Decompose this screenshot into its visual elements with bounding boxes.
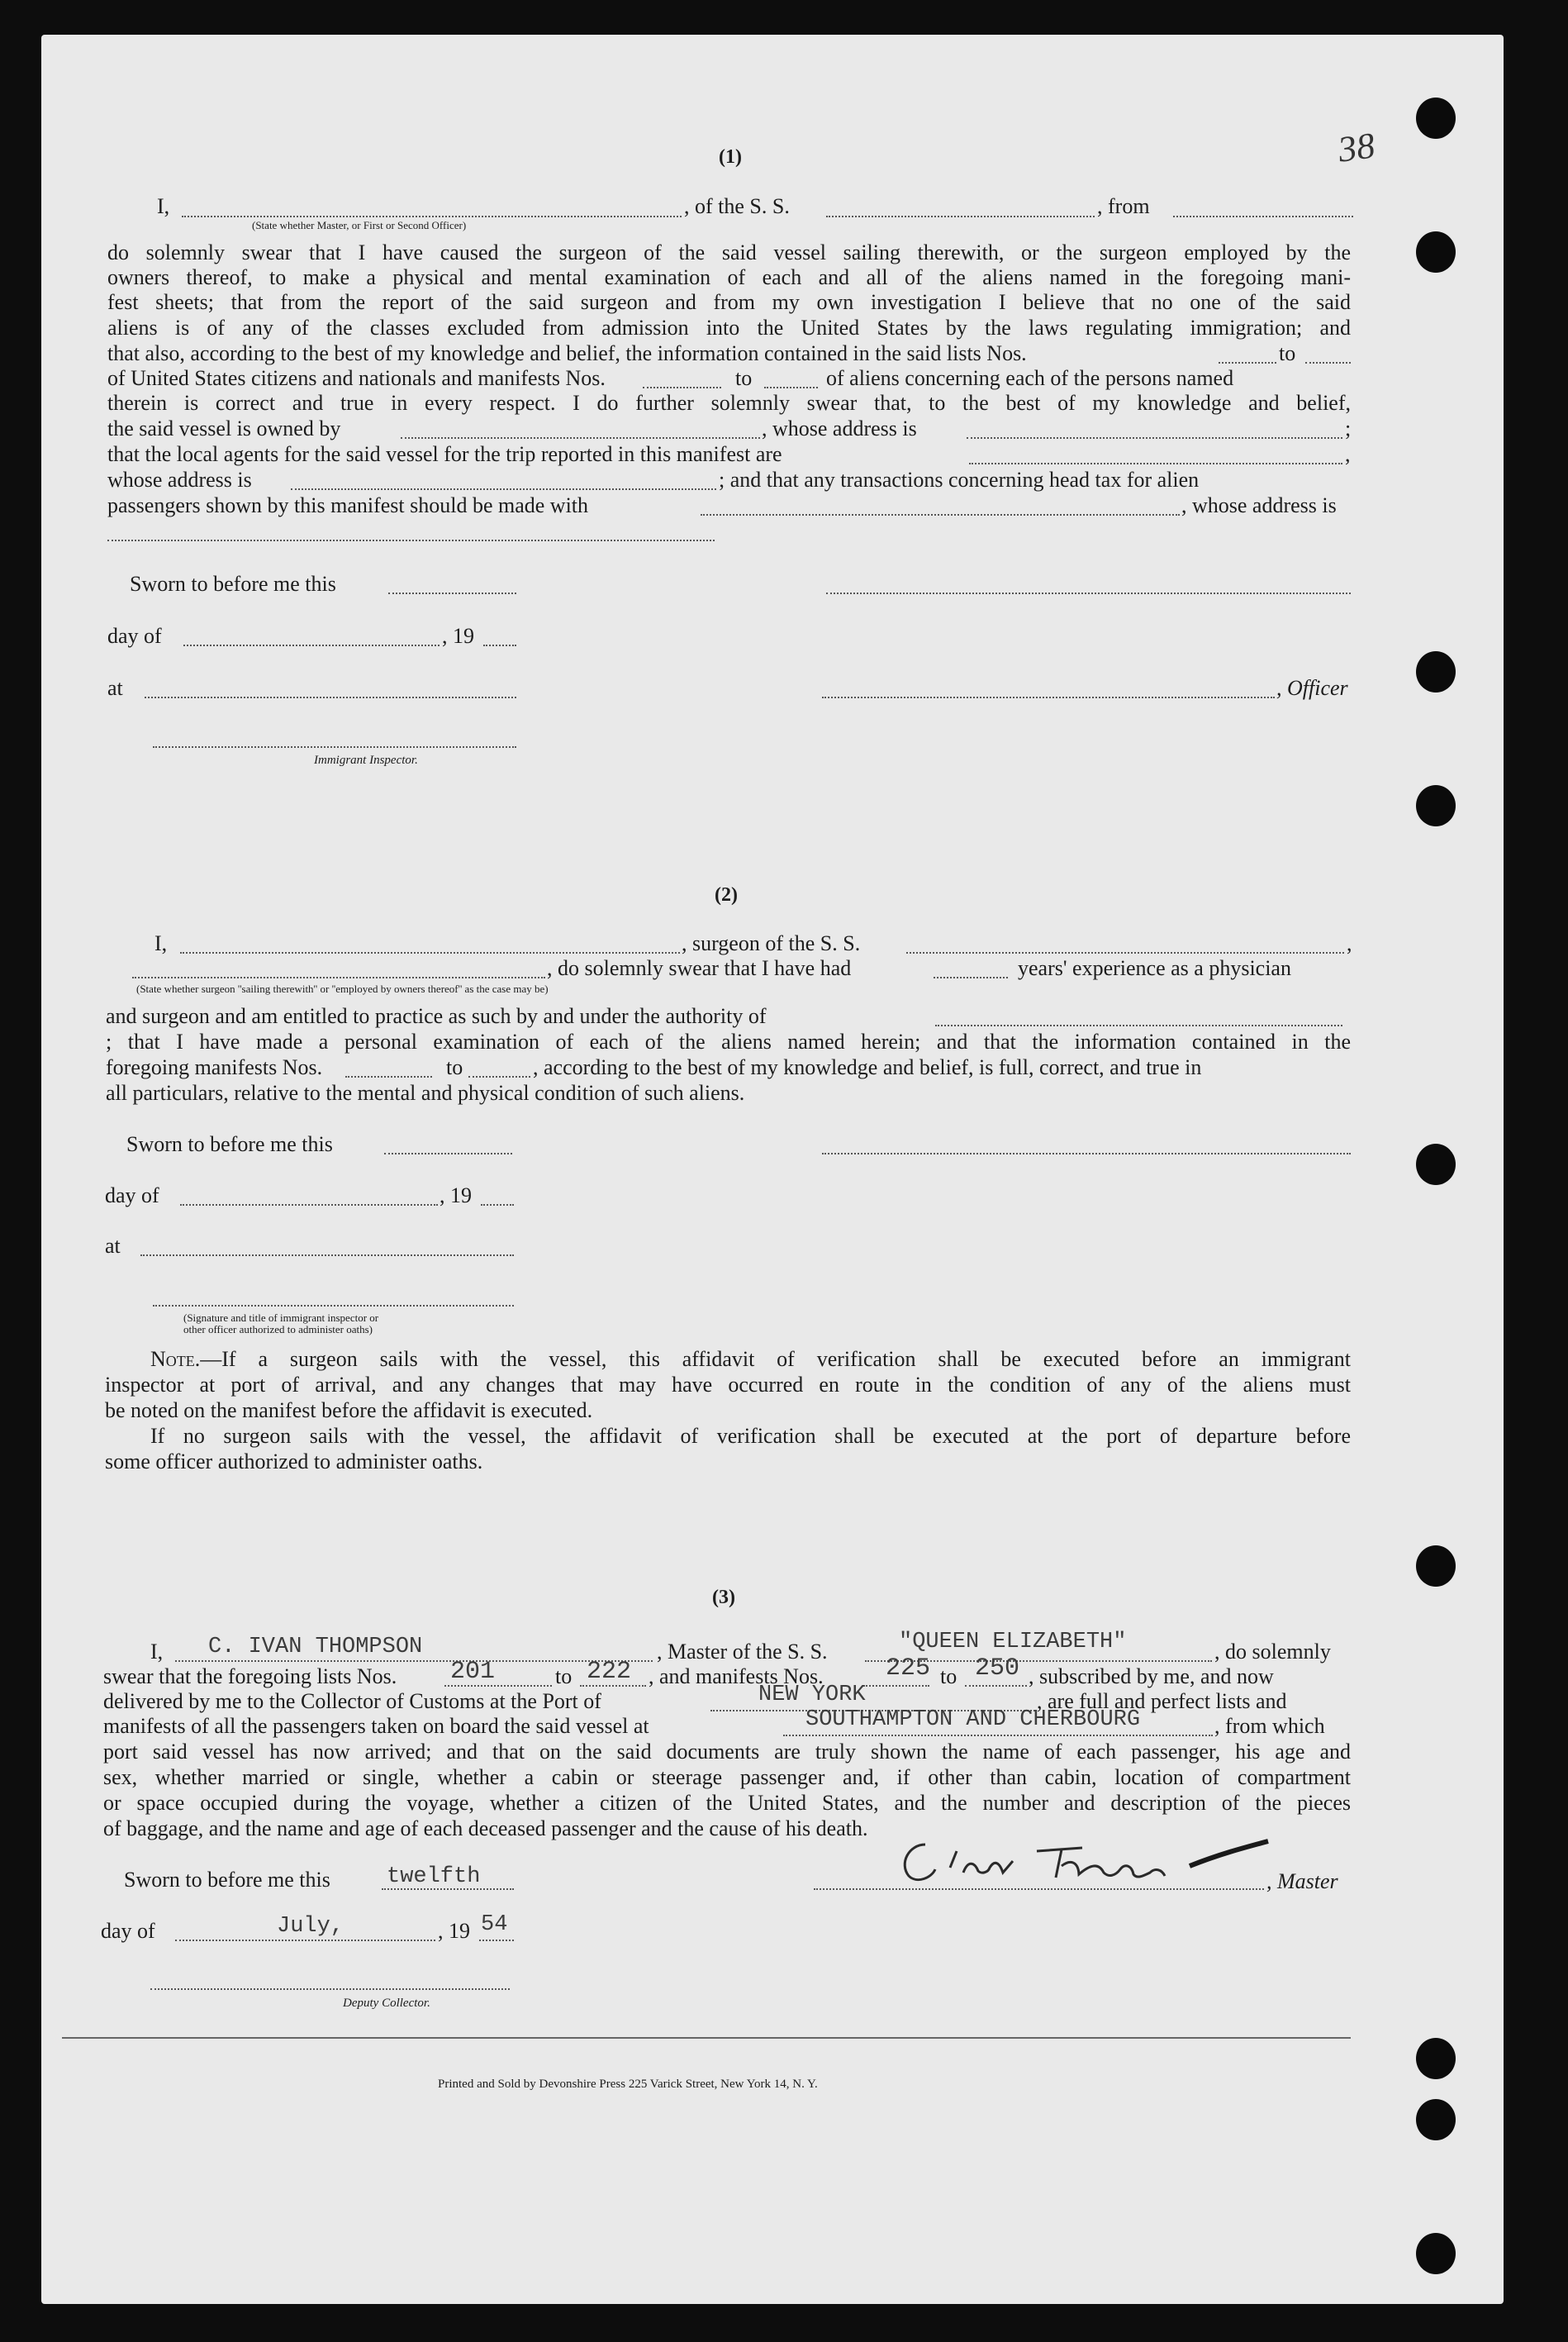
s3-man-from: 225 bbox=[886, 1654, 931, 1683]
s2-years-field bbox=[934, 976, 1008, 978]
s3-full-lists-label: , are full and perfect lists and bbox=[1037, 1689, 1287, 1713]
s3-man-to: 250 bbox=[975, 1654, 1020, 1683]
s3-body-line: port said vessel has now arrived; and that on the said documents are truly shown the name of each passenger, his age and bbox=[103, 1740, 1351, 1764]
master-signature bbox=[892, 1826, 1272, 1892]
punch-hole bbox=[1416, 231, 1456, 273]
s1-inspector-label: Immigrant Inspector. bbox=[314, 754, 418, 767]
s1-owner-field bbox=[401, 436, 760, 439]
s1-sworn-label: Sworn to before me this bbox=[130, 572, 336, 596]
s1-whose-address-end: , whose address is bbox=[1181, 493, 1337, 517]
s1-list-to-field bbox=[1305, 361, 1351, 364]
s2-to-word: to bbox=[446, 1055, 463, 1079]
punch-hole bbox=[1416, 651, 1456, 693]
s2-inspector-signature-field bbox=[153, 1304, 514, 1307]
s2-surgeon-name-field bbox=[180, 951, 680, 954]
s1-day-field bbox=[183, 644, 440, 646]
s3-port: NEW YORK bbox=[758, 1683, 866, 1707]
s3-month: July, bbox=[277, 1914, 344, 1939]
s3-year-label: , 19 bbox=[438, 1919, 470, 1943]
s3-master-name: C. IVAN THOMPSON bbox=[208, 1635, 423, 1659]
s3-subscribed-label: , subscribed by me, and now bbox=[1029, 1664, 1274, 1688]
s3-body-line: or space occupied during the voyage, whether a citizen of the United States, and the number and description of the pieces bbox=[103, 1791, 1351, 1815]
s1-sworn-date-field bbox=[388, 592, 516, 594]
s2-signature-note: (Signature and title of immigrant inspector or bbox=[183, 1311, 379, 1324]
s1-owner-address-field bbox=[967, 436, 1342, 439]
s1-body-line: therein is correct and true in every respect. I do further solemnly swear that, to the best of my knowledge and belief, bbox=[107, 391, 1351, 415]
s1-at-field bbox=[145, 696, 516, 698]
s1-officer-title-field bbox=[822, 696, 1275, 698]
s1-officer-signature-field bbox=[826, 592, 1351, 594]
s2-note-line: If no surgeon sails with the vessel, the affidavit of verification shall be executed at the port of departure before bbox=[150, 1424, 1351, 1448]
s1-headtax-address-field bbox=[107, 539, 715, 541]
s3-list-from: 201 bbox=[450, 1658, 496, 1686]
page-annotation: 38 bbox=[1335, 125, 1378, 170]
s2-at-field bbox=[140, 1254, 514, 1256]
s3-master-name-field bbox=[175, 1659, 653, 1662]
s1-semicolon: ; bbox=[1345, 417, 1352, 440]
s3-man-to-field bbox=[965, 1684, 1027, 1687]
s2-sworn-label: Sworn to before me this bbox=[126, 1132, 333, 1156]
s1-officer-note: (State whether Master, or First or Second Officer) bbox=[252, 219, 467, 231]
s2-capacity-field bbox=[132, 976, 545, 978]
s1-comma: , bbox=[1345, 442, 1351, 466]
s3-month-field bbox=[175, 1939, 435, 1941]
s3-to-word: to bbox=[555, 1664, 573, 1688]
s1-manifest-to-field bbox=[764, 386, 818, 388]
s3-from-which-label: , from which bbox=[1214, 1714, 1325, 1738]
s2-sworn-date-field bbox=[384, 1152, 512, 1154]
s1-body-line: passengers shown by this manifest should be made with bbox=[107, 493, 589, 517]
s3-delivered-label: delivered by me to the Collector of Customs at the Port of bbox=[103, 1689, 601, 1713]
s3-year: 54 bbox=[481, 1912, 508, 1937]
section-3-number: (3) bbox=[712, 1587, 735, 1608]
s1-inspector-signature-field bbox=[153, 745, 516, 748]
s2-day-field bbox=[180, 1203, 438, 1206]
s1-whose-address: , whose address is bbox=[762, 417, 917, 440]
s2-surgeon-signature-field bbox=[822, 1152, 1351, 1154]
s3-master-label: , Master bbox=[1266, 1869, 1338, 1893]
s1-from-label: , from bbox=[1097, 194, 1150, 218]
s3-departure-field bbox=[783, 1734, 1213, 1736]
s3-sworn-label: Sworn to before me this bbox=[124, 1868, 330, 1892]
s1-from-field bbox=[1173, 215, 1353, 217]
s1-body-line: the said vessel is owned by bbox=[107, 417, 341, 440]
s2-note-line: some officer authorized to administer oaths. bbox=[105, 1449, 483, 1473]
s1-officer-label: , Officer bbox=[1276, 676, 1348, 700]
punch-hole bbox=[1416, 1144, 1456, 1185]
s3-body-line: sex, whether married or single, whether a cabin or steerage passenger and, if other than cabin, location of compartment bbox=[103, 1765, 1351, 1789]
s3-man-from-field bbox=[863, 1684, 929, 1687]
s2-body-line: all particulars, relative to the mental and physical condition of such aliens. bbox=[106, 1081, 745, 1105]
s3-deputy-label: Deputy Collector. bbox=[343, 1997, 430, 2010]
s2-swear-label: , do solemnly swear that I have had bbox=[547, 956, 852, 980]
s3-to-word: to bbox=[940, 1664, 957, 1688]
s1-ship-label: , of the S. S. bbox=[684, 194, 790, 218]
s1-agents-address-field bbox=[291, 488, 716, 490]
s1-body-line: of United States citizens and nationals and manifests Nos. bbox=[107, 366, 606, 390]
s2-at-label: at bbox=[105, 1234, 121, 1258]
punch-hole bbox=[1416, 2099, 1456, 2140]
s3-master-of-label: , Master of the S. S. bbox=[657, 1640, 828, 1664]
s3-departure: SOUTHAMPTON AND CHERBOURG bbox=[805, 1707, 1141, 1732]
s1-list-from-field bbox=[1219, 361, 1276, 364]
s2-body-line: ; that I have made a personal examination of each of the aliens named herein; and that the information contained in the bbox=[106, 1030, 1351, 1054]
punch-hole bbox=[1416, 2038, 1456, 2079]
s1-body-line: that the local agents for the said vessel for the trip reported in this manifest are bbox=[107, 442, 782, 466]
s3-day-of-label: day of bbox=[101, 1919, 155, 1943]
s1-body-line: that also, according to the best of my knowledge and belief, the information contained in the said lists Nos. bbox=[107, 341, 1027, 365]
s1-body-line: whose address is bbox=[107, 468, 252, 492]
s2-note-line-1 bbox=[150, 1347, 1351, 1372]
s2-note-line: be noted on the manifest before the affidavit is executed. bbox=[105, 1398, 593, 1422]
s1-body-line: fest sheets; that from the report of the said surgeon and from my own investigation I believe that no one of the said bbox=[107, 290, 1351, 314]
s2-comma: , bbox=[1347, 931, 1352, 955]
s1-day-of-label: day of bbox=[107, 624, 162, 648]
s1-body-line: owners thereof, to make a physical and mental examination of each and all of the aliens named in the foregoing mani- bbox=[107, 265, 1351, 289]
s1-year-field bbox=[483, 644, 516, 646]
s2-year-field bbox=[481, 1203, 514, 1206]
s1-to-word: to bbox=[735, 366, 753, 390]
section-1-number: (1) bbox=[719, 146, 742, 168]
s3-manifests-label: , and manifests Nos. bbox=[649, 1664, 824, 1688]
s1-agents-field bbox=[969, 462, 1342, 464]
s3-list-to: 222 bbox=[587, 1658, 632, 1686]
s2-manifest-from-field bbox=[345, 1075, 432, 1078]
punch-hole bbox=[1416, 785, 1456, 826]
s2-surgeon-of-label: , surgeon of the S. S. bbox=[682, 931, 861, 955]
s1-to-word: to bbox=[1279, 341, 1296, 365]
punch-hole bbox=[1416, 2233, 1456, 2274]
s2-note-text: —If a surgeon sails with the vessel, this affidavit of verification shall be executed before an immigrant bbox=[200, 1347, 1351, 1371]
s2-body-line: and surgeon and am entitled to practice as such by and under the authority of bbox=[106, 1004, 767, 1028]
s1-body-line: aliens is of any of the classes excluded from admission into the United States by the laws regulating immigration; and bbox=[107, 316, 1351, 340]
s3-body-line: of baggage, and the name and age of each deceased passenger and the cause of his death. bbox=[103, 1816, 868, 1840]
s3-swear-label: swear that the foregoing lists Nos. bbox=[103, 1664, 397, 1688]
s3-manifests-all-label: manifests of all the passengers taken on board the said vessel at bbox=[103, 1714, 649, 1738]
s1-i-label: I, bbox=[157, 194, 170, 218]
s3-i-label: I, bbox=[150, 1640, 164, 1664]
s1-transactions-text: ; and that any transactions concerning head tax for alien bbox=[719, 468, 1200, 492]
s1-manifest-from-field bbox=[643, 386, 721, 388]
punch-hole bbox=[1416, 1545, 1456, 1587]
section-2-number: (2) bbox=[715, 884, 738, 906]
s1-concerning-text: of aliens concerning each of the persons named bbox=[826, 366, 1234, 390]
punch-hole bbox=[1416, 98, 1456, 139]
s2-note-line: inspector at port of arrival, and any changes that may have occurred en route in the condition of any of the aliens must bbox=[105, 1373, 1351, 1397]
s3-do-solemnly-label: , do solemnly bbox=[1214, 1640, 1331, 1664]
s1-at-label: at bbox=[107, 676, 123, 700]
s2-year-label: , 19 bbox=[440, 1183, 472, 1207]
s1-body-line: do solemnly swear that I have caused the surgeon of the said vessel sailing therewith, or the surgeon employed by the bbox=[107, 240, 1351, 264]
s2-according-text: , according to the best of my knowledge and belief, is full, correct, and true in bbox=[533, 1055, 1202, 1079]
s3-sworn-day: twelfth bbox=[387, 1864, 481, 1889]
s2-authority-field bbox=[935, 1024, 1342, 1026]
s1-year-label: , 19 bbox=[442, 624, 474, 648]
s2-day-of-label: day of bbox=[105, 1183, 159, 1207]
s3-deputy-signature-field bbox=[150, 1987, 510, 1990]
s3-ship-name: "QUEEN ELIZABETH" bbox=[899, 1630, 1127, 1654]
s3-year-field bbox=[479, 1939, 514, 1941]
s2-manifest-to-field bbox=[468, 1075, 530, 1078]
printer-imprint: Printed and Sold by Devonshire Press 225 Varick Street, New York 14, N. Y. bbox=[438, 2078, 818, 2091]
s1-headtax-field bbox=[701, 513, 1180, 516]
s2-i-label: I, bbox=[154, 931, 168, 955]
s2-body-line: foregoing manifests Nos. bbox=[106, 1055, 323, 1079]
s1-ship-field bbox=[826, 215, 1095, 217]
s2-experience-label: years' experience as a physician bbox=[1018, 956, 1291, 980]
s2-ship-field bbox=[906, 951, 1344, 954]
s2-signature-note: other officer authorized to administer oaths) bbox=[183, 1323, 373, 1335]
s2-note-label: Note. bbox=[150, 1347, 201, 1371]
footer-rule bbox=[62, 2037, 1351, 2039]
s2-capacity-note: (State whether surgeon ''sailing therewith'' or ''employed by owners thereof'' as the case may be) bbox=[136, 983, 549, 995]
s1-officer-field bbox=[182, 215, 682, 217]
